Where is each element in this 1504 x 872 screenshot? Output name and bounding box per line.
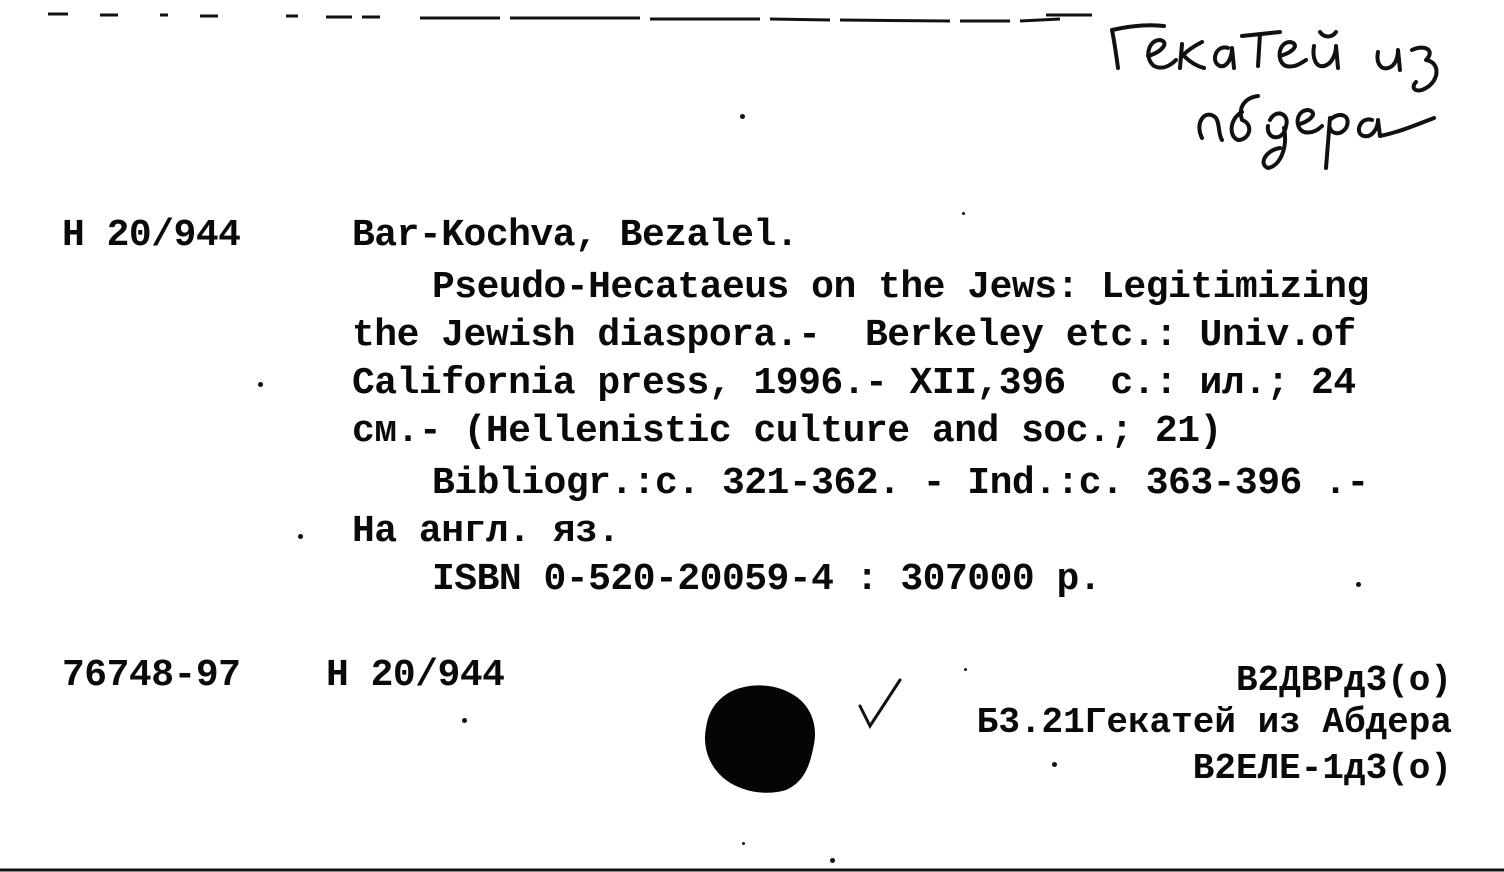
speck [740,114,745,119]
classification-code-1: В2ДВРд3(о) [1235,660,1452,701]
speck [1052,762,1057,767]
classification-code-2: Б3.21Гекатей из Абдера [976,702,1452,743]
accession-number: 76748-97 [62,654,241,697]
speck [962,212,965,215]
imprint-line: California press, 1996.- XII,396 с.: ил.; 24 [352,362,1356,405]
bibliography-note-line: Bibliogr.:c. 321-362. - Ind.:c. 363-396 .- [432,462,1369,505]
title-continuation-line: the Jewish diaspora.- Berkeley etc.: Univ.of [352,314,1356,357]
speck [1356,582,1361,587]
speck [258,382,263,387]
series-line: см.- (Hellenistic culture and soc.; 21) [352,410,1222,453]
speck [742,842,745,845]
speck [298,534,303,539]
checkmark-icon [856,676,906,732]
shelf-mark: H 20/944 [62,214,241,257]
isbn-price-line: ISBN 0-520-20059-4 : 307000 р. [432,558,1102,601]
author-heading: Bar-Kochva, Bezalel. [352,214,799,257]
shelf-mark-repeat: H 20/944 [326,654,505,697]
classification-code-3: В2ЕЛЕ-1д3(о) [1192,748,1452,789]
card-bottom-rule [0,850,1504,872]
speck [964,668,967,671]
handwritten-note [1090,8,1470,178]
language-note-line: На англ. яз. [352,510,620,553]
speck [462,718,467,723]
title-line: Pseudo-Hecataeus on the Jews: Legitimizing [432,266,1369,309]
ink-blot [700,682,818,794]
